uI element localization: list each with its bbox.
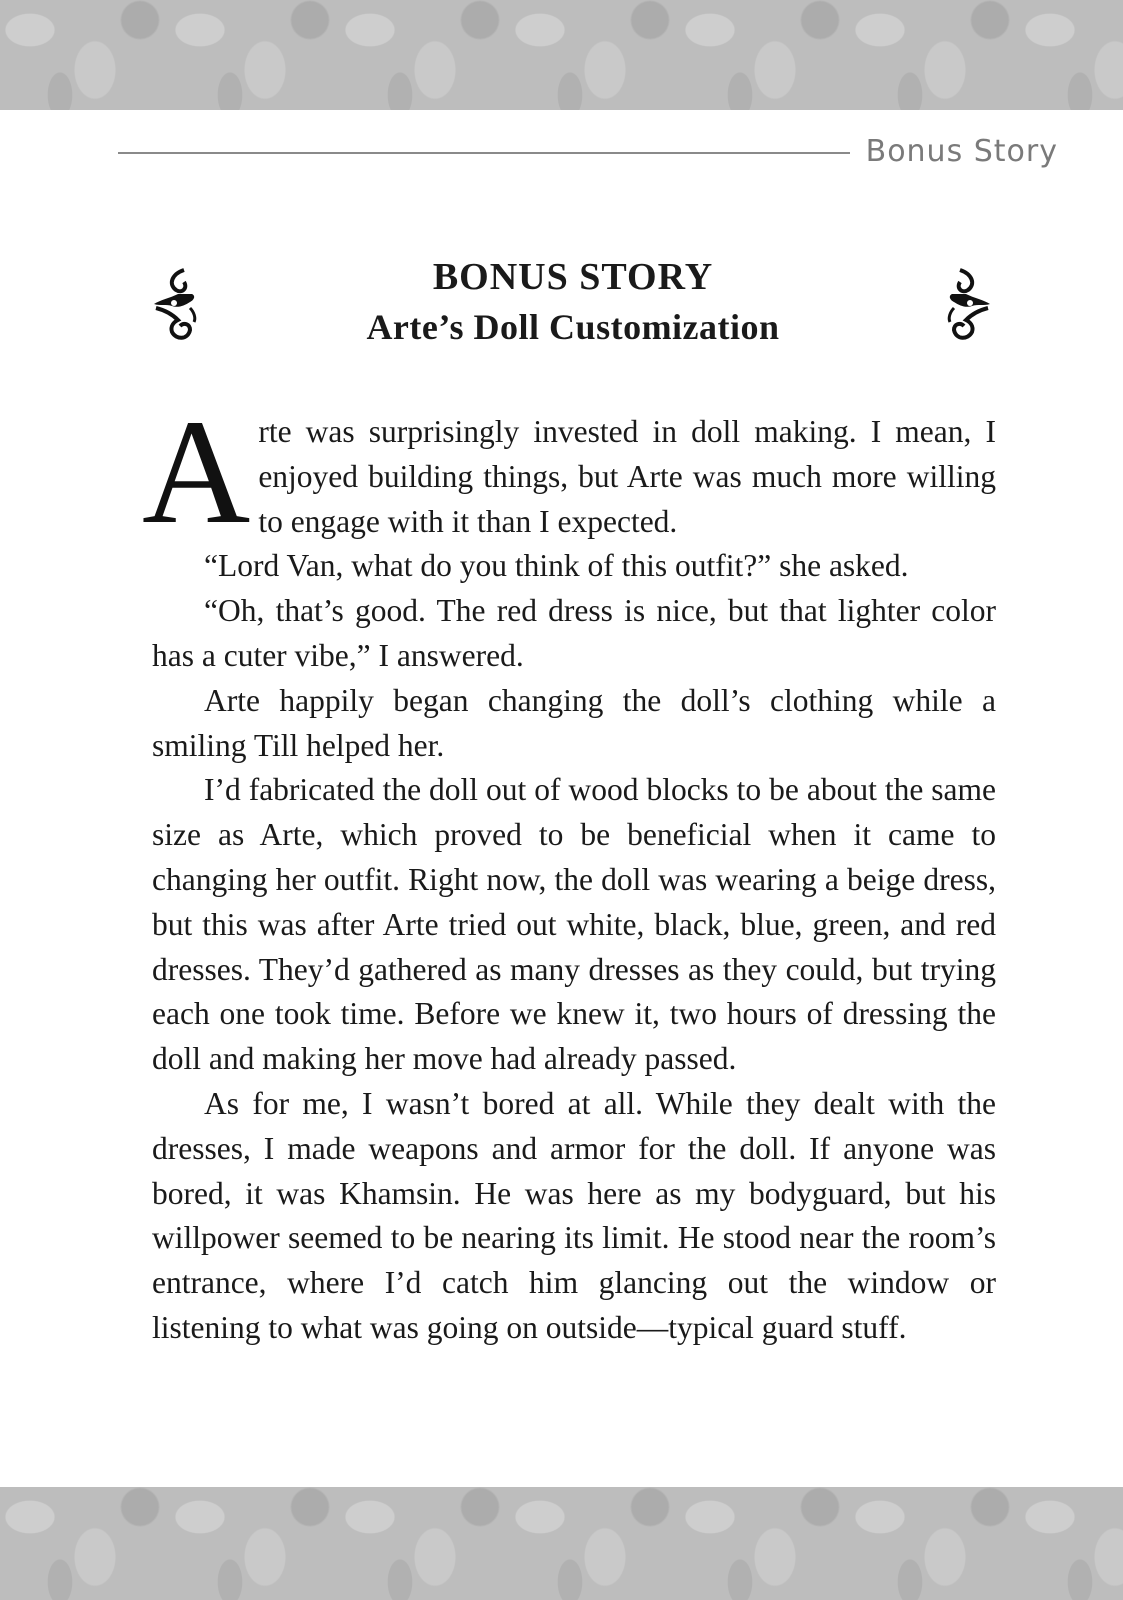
chapter-title-line1: BONUS STORY [432,256,714,298]
paragraph: “Oh, that’s good. The red dress is nice, but that lighter color has a cuter vibe,” I answered. [152,593,996,673]
running-head-rule [118,152,850,154]
bottom-decorative-band [0,1487,1123,1600]
paragraph: “Lord Van, what do you think of this outfit?” she asked. [204,548,909,584]
running-head-label: Bonus Story [865,134,1058,169]
running-head [118,134,1058,174]
story-body [142,389,996,1351]
paragraph: I’d fabricated the doll out of wood blocks to be about the same size as Arte, which proved to be beneficial when it came to changing her outfit. Right now, the doll was wearing a beige dress, but this was after Arte tried out white, black, blue, green, and red dresses. They’d gathered as many dresses as they could, but trying each one took time. Before we knew it, two hours of dressing the doll and making her move had already passed. [152,772,996,1077]
fleuron-icon [944,264,994,350]
paragraph-text: rte was surprisingly invested in doll making. I mean, I enjoyed building things, but Arte was much more willing to engage with it than I expected. [258,414,996,539]
paragraph: Arte happily began changing the doll’s clothing while a smiling Till helped her. [152,682,996,763]
paragraph: As for me, I wasn’t bored at all. While they dealt with the dresses, I made weapons and armor for the doll. If anyone was bored, it was Khamsin. He was here as my bodyguard, but his willpower seemed to be nearing its limit. He stood near the room’s entrance, where I’d catch him glancing out the window or listening to what was going on outside—typical guard stuff. [152,1085,996,1345]
paragraph [142,389,996,555]
chapter-title-line2: Arte’s Doll Customization [366,307,780,347]
top-decorative-band [0,0,1123,110]
chapter-title [150,252,996,362]
drop-cap: A [142,389,251,555]
